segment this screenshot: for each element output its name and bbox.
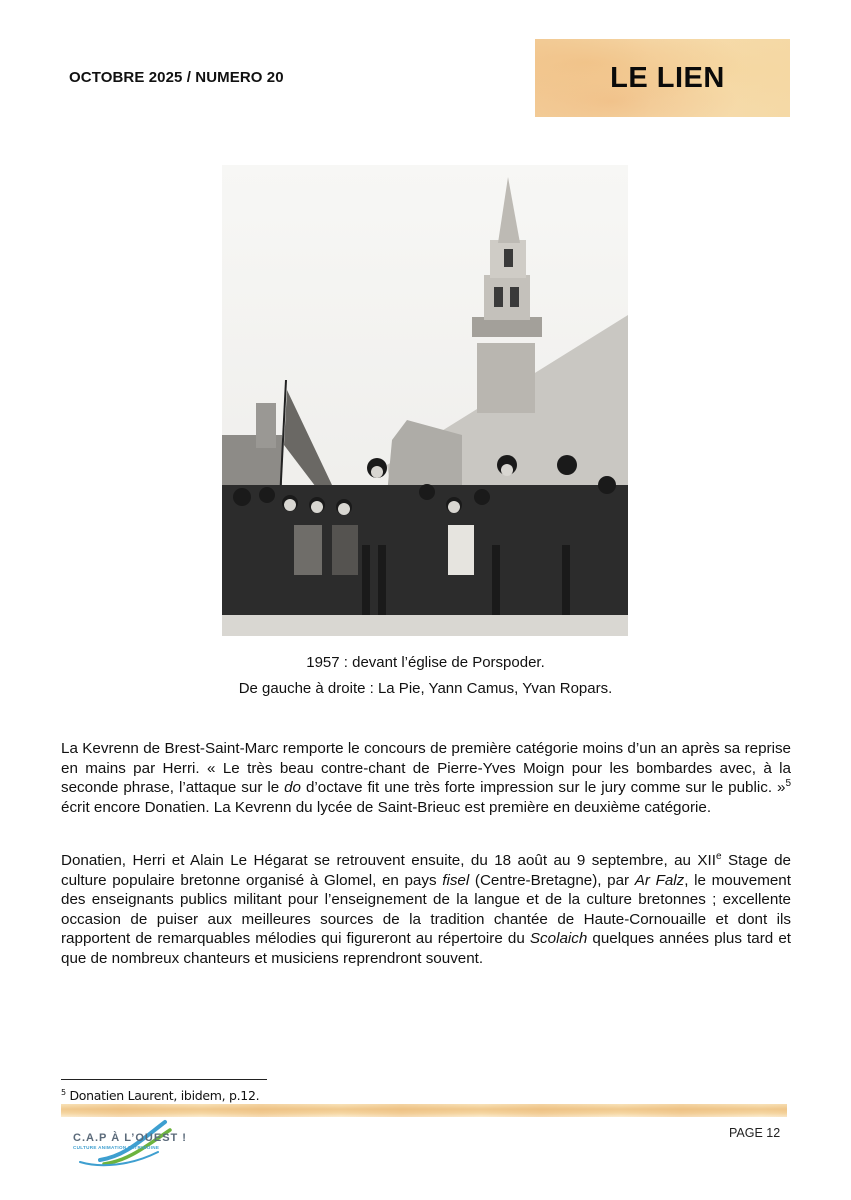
cap-a-louest-logo [70,1116,187,1170]
p2-ordinal-sup: e [715,850,722,862]
newsletter-title: LE LIEN [610,61,725,94]
p2-text-b: Stage de culture populaire bretonne organisé à Glomel, en pays [61,852,791,889]
p2-text-e: quelques années plus tard et que de nombreux chanteurs et musiciens reprendront souvent. [61,930,791,967]
p2-italic-ar-falz: Ar Falz [634,871,685,889]
historic-photo-porspoder [222,165,628,636]
article-paragraph-2 [61,851,791,980]
logo-name: C.A.P À L’OUEST ! [73,1132,187,1144]
p1-text-b: d’octave fit une très forte impression sur le jury comme sur le public. » [301,779,786,797]
footnote-text: Donatien Laurent, ibidem, p.12. [65,1088,260,1104]
photo-illustration [222,165,628,636]
p2-italic-scolaich: Scolaich [529,930,588,948]
footnote-5 [61,1088,259,1103]
p1-text-c: écrit encore Donatien. La Kevrenn du lycée de Saint-Brieuc est première en deuxième catégorie. [61,798,712,816]
page-number: PAGE 12 [729,1126,781,1140]
photo-caption-people: De gauche à droite : La Pie, Yann Camus, Yvan Ropars. [238,680,613,697]
issue-date-number: OCTOBRE 2025 / NUMERO 20 [69,69,284,86]
p2-italic-fisel: fisel [442,871,470,889]
paragraph-1-text [61,739,791,817]
p1-italic-do: do [284,779,302,797]
footnote-reference-5[interactable]: 5 [785,778,791,790]
p2-text-d: , le mouvement des enseignants publics militant pour l’enseignement de la langue et de la culture bretonnes ; excellente occasion de puiser aux meilleures sources de la tradition chantée de Haute-Cornouaille et dont ils rapportent de remarquables mélodies qui figureront au répertoire du [61,871,791,948]
footnote-separator [61,1079,267,1080]
logo-subtitle: CULTURE ANIMATION PATRIMOINE [73,1145,160,1150]
paragraph-2-text [61,851,791,969]
footnote-number: 5 [61,1088,66,1097]
photo-caption-date-place: 1957 : devant l’église de Porspoder. [306,654,545,671]
p1-text-a: La Kevrenn de Brest-Saint-Marc remporte le concours de première catégorie moins d’un an après sa reprise en mains par Herri. « Le très beau contre-chant de Pierre-Yves Moign pour les bombardes avec, à la seconde phrase, l’attaque sur le [61,740,791,797]
article-paragraph-1 [61,739,791,828]
newsletter-title-banner [535,39,790,117]
p2-text-c: (Centre-Bretagne), par [469,871,635,889]
p2-text-a: Donatien, Herri et Alain Le Hégarat se retrouvent ensuite, du 18 août au 9 septembre, au XII [61,852,716,869]
